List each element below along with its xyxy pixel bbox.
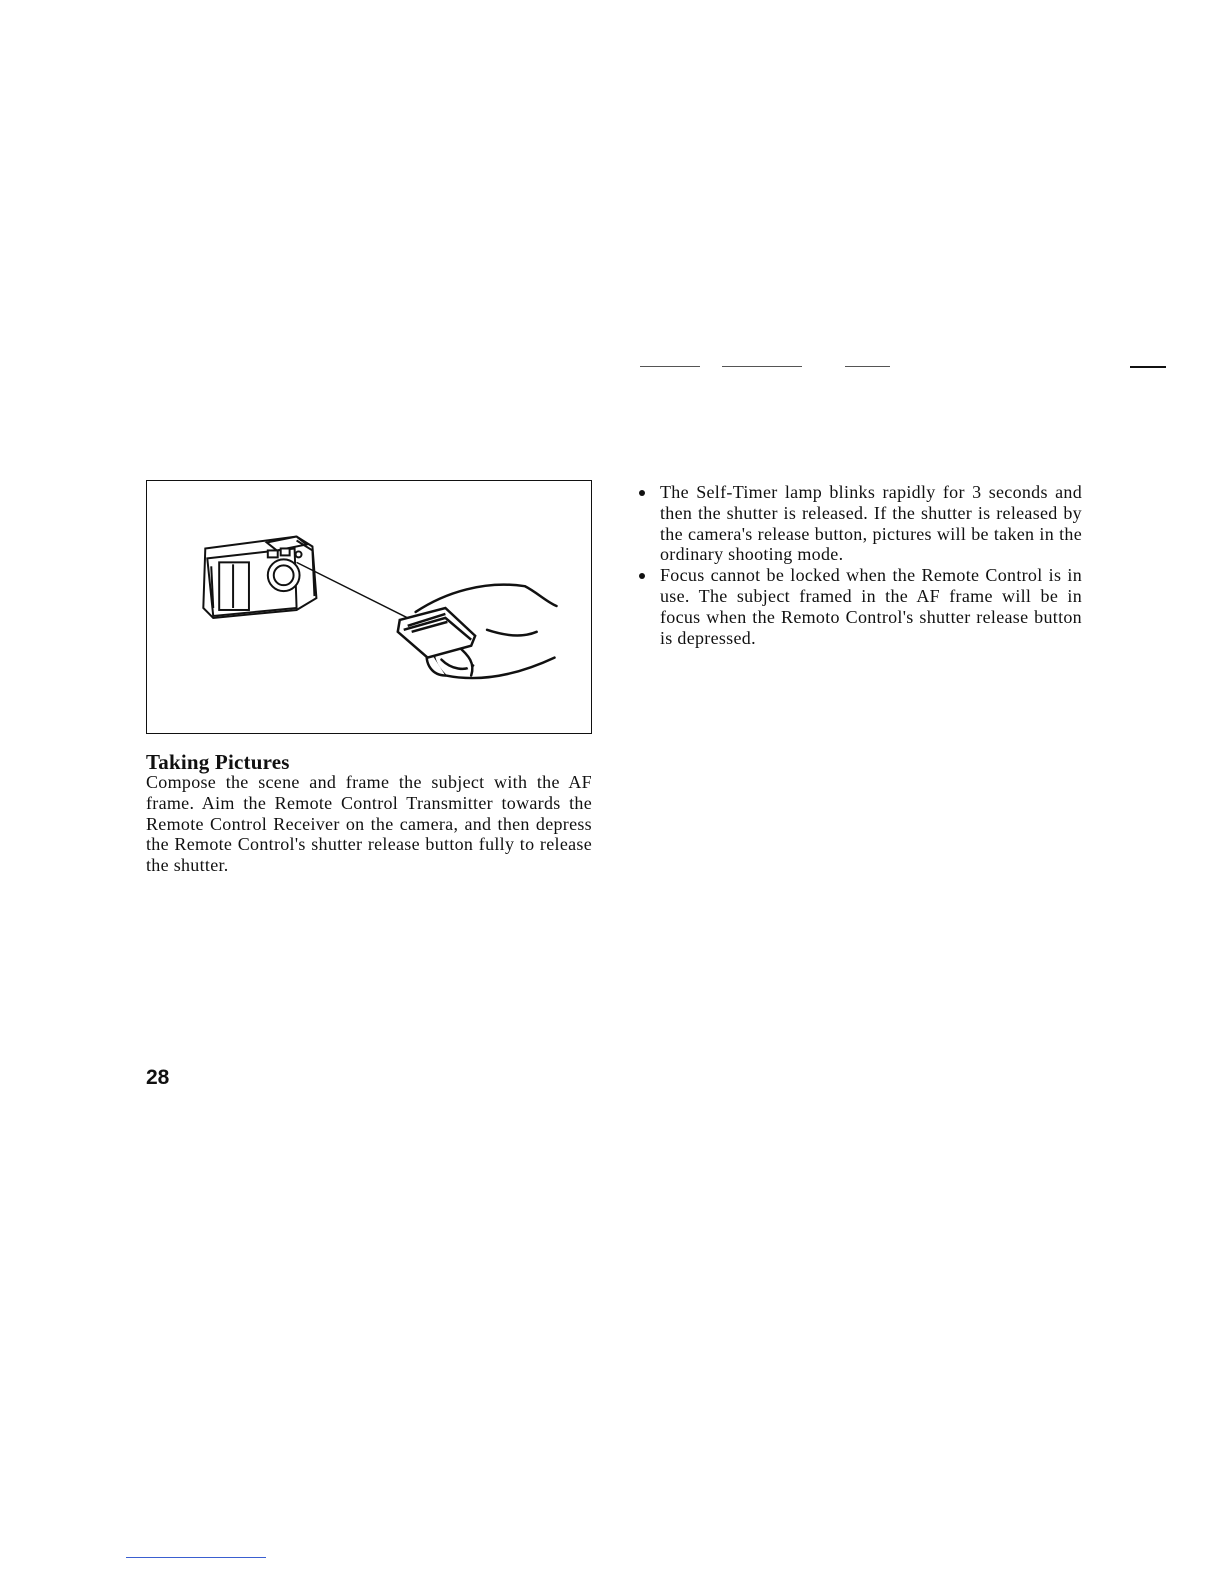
notes-list: [636, 482, 1082, 648]
remote-control-illustration: [147, 481, 591, 733]
bullet-icon: [639, 573, 645, 579]
footer-rule: [126, 1557, 266, 1558]
note-text: The Self-Timer lamp blinks rapidly for 3 seconds and then the shutter is released. If the shutter is released by the camera's release button, pictures will be taken in the ordinary shooting mode.: [660, 482, 1082, 565]
illustration-frame: [146, 480, 592, 734]
camera-icon: [203, 537, 316, 618]
bullet-icon: [639, 490, 645, 496]
note-text: Focus cannot be locked when the Remote Control is in use. The subject framed in the AF frame will be in focus when the Remoto Control's shutter release button is depressed.: [660, 565, 1082, 648]
section-heading: Taking Pictures: [146, 750, 290, 774]
section-body: Compose the scene and frame the subject with the AF frame. Aim the Remote Control Transmitter towards the Remote Control Receiver on the camera, and then depress the Remote Control's shutter release button fully to release the shutter.: [146, 772, 592, 876]
list-item: [636, 482, 1082, 565]
list-item: [636, 565, 1082, 648]
page-number: 28: [146, 1066, 170, 1089]
scan-marks: [500, 366, 1170, 372]
